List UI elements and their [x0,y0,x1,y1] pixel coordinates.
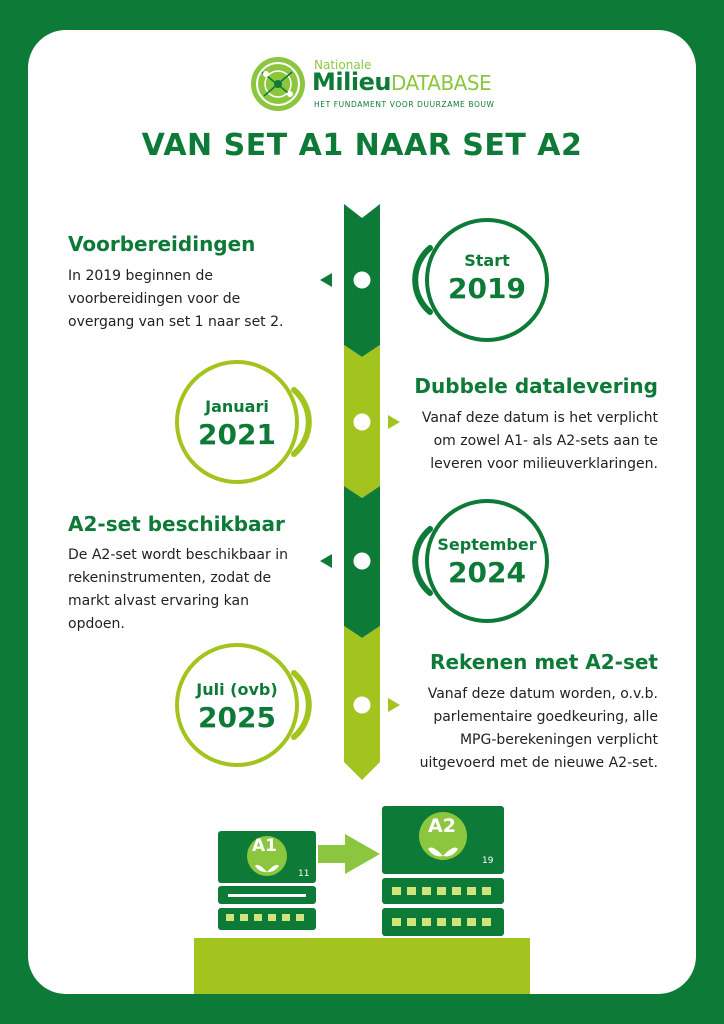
milestone-2025-heading: Rekenen met A2-set [430,650,658,674]
text-line: opdoen. [68,616,125,632]
pointer-right-2025 [388,698,400,712]
milestone-2021-heading: Dubbele datalevering [414,374,658,398]
text-line: MPG-berekeningen verplicht [459,732,658,748]
text-line: leveren voor milieuverklaringen. [430,456,658,472]
milestone-2025-text [420,683,658,775]
milestone-2024-heading: A2-set beschikbaar [68,512,285,536]
timeline-dot-2025 [352,695,372,715]
date-label-2024: September [437,535,537,554]
text-line: rekeninstrumenten, zodat de [68,570,272,586]
text-line: Vanaf deze datum is het verplicht [421,410,658,426]
server-a2-count: 19 [482,856,494,866]
server-a1-label: A1 [252,836,277,856]
pointer-left-2019 [320,273,332,287]
timeline-dot-2024 [352,551,372,571]
milestone-2021-text [422,407,658,476]
text-line: Vanaf deze datum worden, o.v.b. [427,686,658,702]
text-line: om zowel A1- als A2-sets aan te [433,433,658,449]
pointer-right-2021 [388,415,400,429]
text-line: parlementaire goedkeuring, alle [433,709,658,725]
logo-tagline: HET FUNDAMENT VOOR DUURZAME BOUW [314,100,495,109]
logo-database: DATABASE [390,71,492,95]
text-line: markt alvast ervaring kan [68,593,249,609]
text-line: uitgevoerd met de nieuwe A2-set. [419,755,658,771]
date-year-2024: 2024 [448,556,526,589]
server-a1-count: 11 [298,869,310,879]
text-line: In 2019 beginnen de [68,268,213,284]
globe-logo-icon [251,57,305,111]
date-year-2021: 2021 [198,418,276,451]
logo-milieu: Milieu [312,68,391,96]
timeline-dot-2021 [352,412,372,432]
milestone-2019-heading: Voorbereidingen [68,232,256,256]
text-line: overgang van set 1 naar set 2. [68,314,284,330]
date-label-2025: Juli (ovb) [196,680,278,699]
date-label-2019: Start [464,251,510,270]
server-a2-label: A2 [428,815,456,837]
text-line: voorbereidingen voor de [68,291,241,307]
transfer-arrow-icon [318,834,380,874]
text-line: De A2-set wordt beschikbaar in [68,547,288,563]
pointer-left-2024 [320,554,332,568]
date-year-2025: 2025 [198,701,276,734]
milestone-2019-text [68,265,283,334]
page-title: VAN SET A1 NAAR SET A2 [141,128,583,163]
podium [194,938,530,994]
date-label-2021: Januari [205,397,269,416]
logo-wordmark [312,68,491,96]
milestone-2024-text [68,544,288,636]
timeline-dot-2019 [352,270,372,290]
logo-nationale: Nationale [314,58,372,72]
date-year-2019: 2019 [448,272,526,305]
